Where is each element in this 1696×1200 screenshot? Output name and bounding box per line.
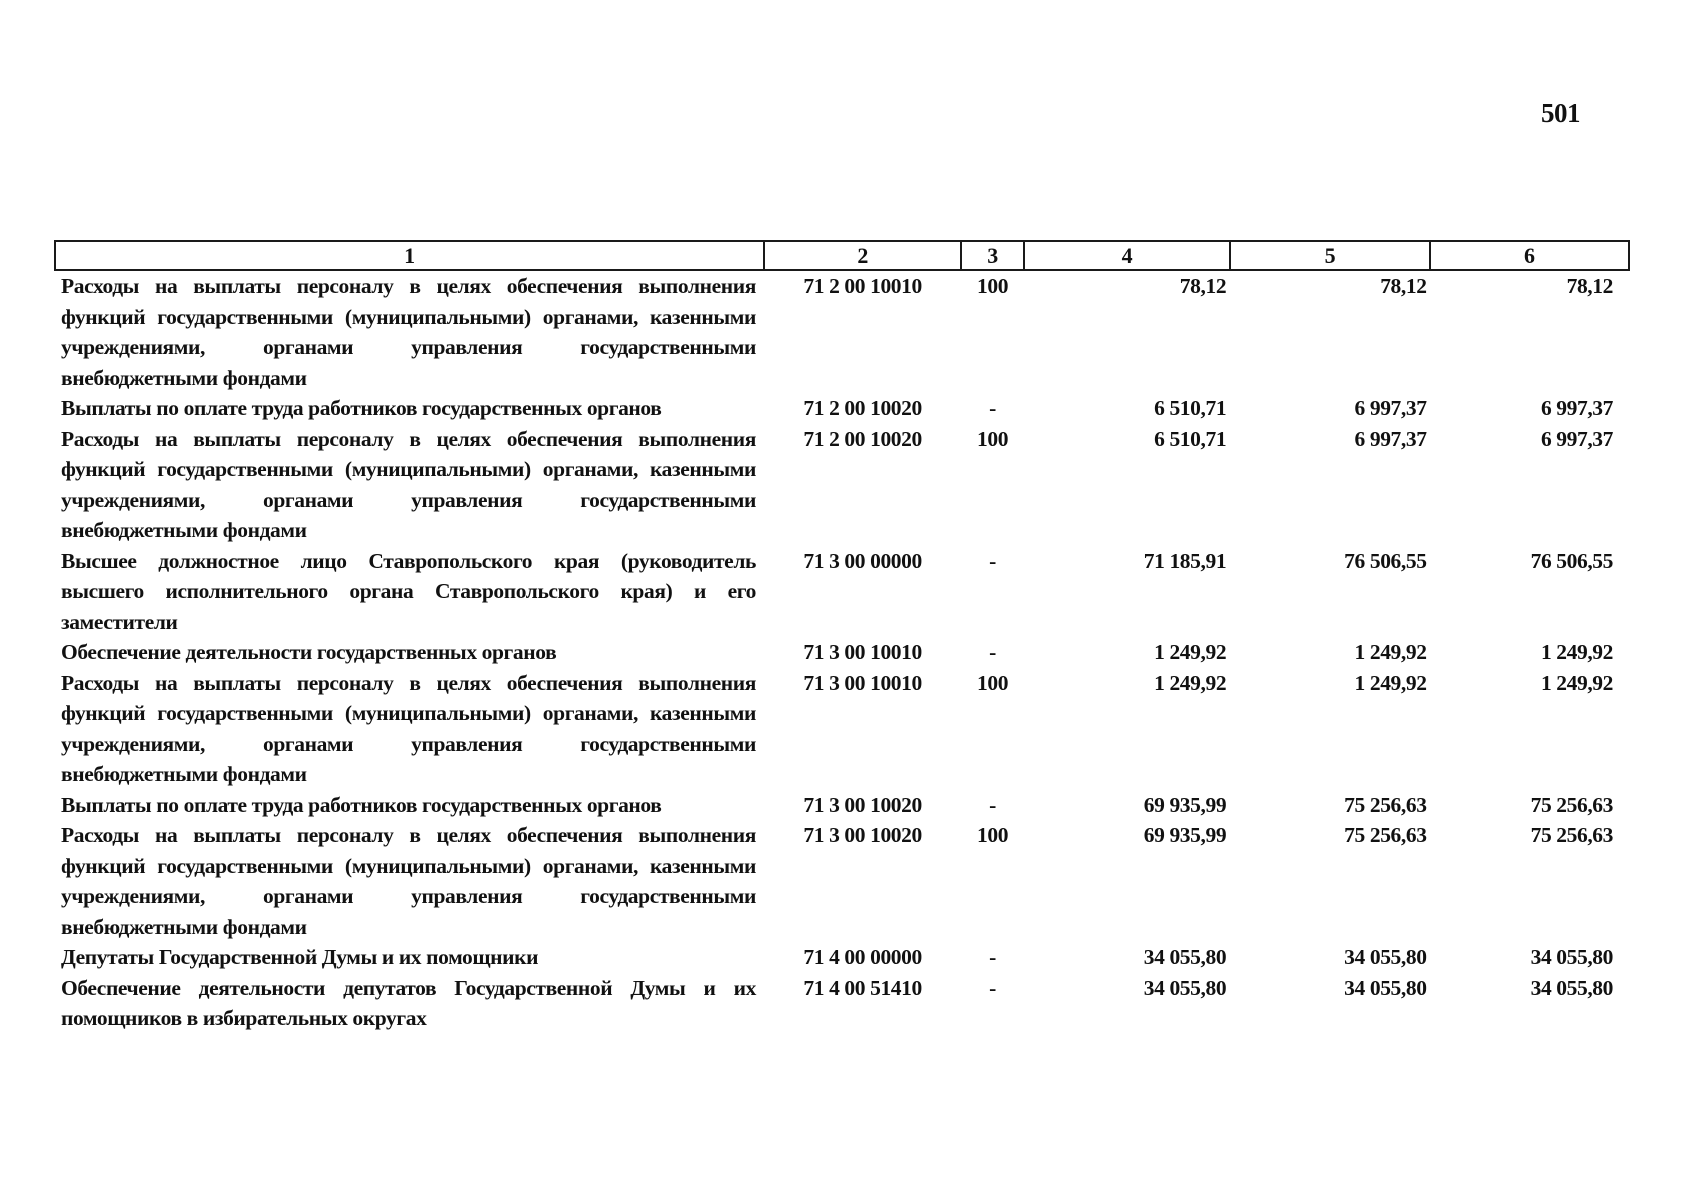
- row-amount-col4: 1 249,92: [1154, 670, 1227, 695]
- row-amount-col4: 71 185,91: [1143, 548, 1227, 573]
- row-amount-col6: 6 997,37: [1540, 426, 1613, 451]
- row-amount-col6: 75 256,63: [1530, 823, 1613, 847]
- row-name: Расходы на выплаты персоналу в целях обеспечения выполнения функций государственными (муниципальными) органами, казенными учреждениями, органами управления государственными внебюджетными фондами: [61, 426, 756, 542]
- row-code: 71 3 00 10010: [803, 670, 922, 695]
- table-header: [55, 241, 1629, 270]
- row-name: Расходы на выплаты персоналу в целях обеспечения выполнения функций государственными (муниципальными) органами, казенными учреждениями, органами управления государственными внебюджетными фондами: [61, 823, 756, 939]
- row-expense-type: -: [989, 548, 996, 573]
- row-amount-col5: 1 249,92: [1354, 640, 1427, 664]
- row-code: 71 3 00 00000: [803, 548, 922, 573]
- table-row: [55, 790, 1629, 821]
- column-header-6: 6: [1430, 241, 1629, 270]
- table-row: [55, 424, 1629, 546]
- row-code: 71 3 00 10020: [803, 792, 922, 817]
- row-amount-col4: 34 055,80: [1143, 975, 1227, 1000]
- table-row: [55, 546, 1629, 638]
- row-name: Расходы на выплаты персоналу в целях обеспечения выполнения функций государственными (муниципальными) органами, казенными учреждениями, органами управления государственными внебюджетными фондами: [61, 670, 756, 786]
- row-amount-col5: 6 997,37: [1354, 396, 1427, 420]
- row-amount-col6: 75 256,63: [1530, 792, 1613, 817]
- row-amount-col6: 1 249,92: [1540, 640, 1613, 664]
- row-amount-col4: 78,12: [1179, 274, 1227, 298]
- row-expense-type: -: [989, 945, 996, 969]
- row-amount-col4: 6 510,71: [1154, 396, 1227, 420]
- column-header-2: 2: [764, 241, 961, 270]
- column-header-3: 3: [961, 241, 1023, 270]
- row-amount-col6: 76 506,55: [1530, 548, 1613, 573]
- row-amount-col5: 6 997,37: [1354, 426, 1427, 451]
- row-amount-col4: 1 249,92: [1154, 640, 1227, 664]
- row-amount-col6: 6 997,37: [1540, 396, 1613, 420]
- table-row: [55, 942, 1629, 973]
- row-expense-type: 100: [977, 274, 1009, 298]
- column-header-5: 5: [1230, 241, 1429, 270]
- header-row: [55, 241, 1629, 270]
- row-expense-type: -: [989, 975, 996, 1000]
- table-row: [55, 637, 1629, 668]
- row-code: 71 2 00 10010: [803, 274, 922, 298]
- row-expense-type: 100: [977, 670, 1009, 695]
- row-amount-col5: 75 256,63: [1344, 792, 1427, 817]
- row-name: Высшее должностное лицо Ставропольского края (руководитель высшего исполнительного органа Ставропольского края) и его заместители: [61, 548, 756, 634]
- row-code: 71 4 00 51410: [803, 975, 922, 1000]
- row-amount-col4: 34 055,80: [1143, 945, 1227, 969]
- row-code: 71 2 00 10020: [803, 396, 922, 420]
- table-row: [55, 973, 1629, 1034]
- row-name: Обеспечение деятельности депутатов Государственной Думы и их помощников в избирательных округах: [61, 975, 756, 1030]
- row-amount-col6: 1 249,92: [1540, 670, 1613, 695]
- row-code: 71 3 00 10010: [803, 640, 922, 664]
- row-expense-type: 100: [977, 426, 1009, 451]
- table-row: [55, 270, 1629, 393]
- budget-table: [54, 240, 1630, 1034]
- row-expense-type: -: [989, 396, 996, 420]
- row-amount-col5: 78,12: [1380, 274, 1427, 298]
- row-amount-col5: 34 055,80: [1344, 975, 1427, 1000]
- table-row: [55, 393, 1629, 424]
- page-number: 501: [1541, 98, 1580, 128]
- row-expense-type: -: [989, 792, 996, 817]
- row-amount-col5: 34 055,80: [1344, 945, 1427, 969]
- table-row: [55, 668, 1629, 790]
- row-amount-col4: 69 935,99: [1143, 823, 1227, 847]
- table-row: [55, 820, 1629, 942]
- column-header-1: 1: [55, 241, 764, 270]
- row-code: 71 2 00 10020: [803, 426, 922, 451]
- row-amount-col6: 34 055,80: [1530, 945, 1613, 969]
- row-amount-col5: 1 249,92: [1354, 670, 1427, 695]
- row-expense-type: 100: [977, 823, 1009, 847]
- row-amount-col5: 75 256,63: [1344, 823, 1427, 847]
- row-code: 71 3 00 10020: [803, 823, 922, 847]
- row-name: Обеспечение деятельности государственных органов: [61, 640, 557, 664]
- row-amount-col4: 69 935,99: [1143, 792, 1227, 817]
- row-name: Выплаты по оплате труда работников государственных органов: [61, 396, 662, 420]
- table-body: [55, 270, 1629, 1034]
- row-amount-col5: 76 506,55: [1344, 548, 1427, 573]
- row-name: Расходы на выплаты персоналу в целях обеспечения выполнения функций государственными (муниципальными) органами, казенными учреждениями, органами управления государственными внебюджетными фондами: [61, 274, 756, 390]
- row-amount-col6: 34 055,80: [1530, 975, 1613, 1000]
- row-amount-col6: 78,12: [1566, 274, 1613, 298]
- row-expense-type: -: [989, 640, 996, 664]
- row-amount-col4: 6 510,71: [1154, 426, 1227, 451]
- column-header-4: 4: [1024, 241, 1230, 270]
- row-name: Депутаты Государственной Думы и их помощники: [61, 945, 539, 969]
- row-name: Выплаты по оплате труда работников государственных органов: [61, 792, 662, 817]
- row-code: 71 4 00 00000: [803, 945, 922, 969]
